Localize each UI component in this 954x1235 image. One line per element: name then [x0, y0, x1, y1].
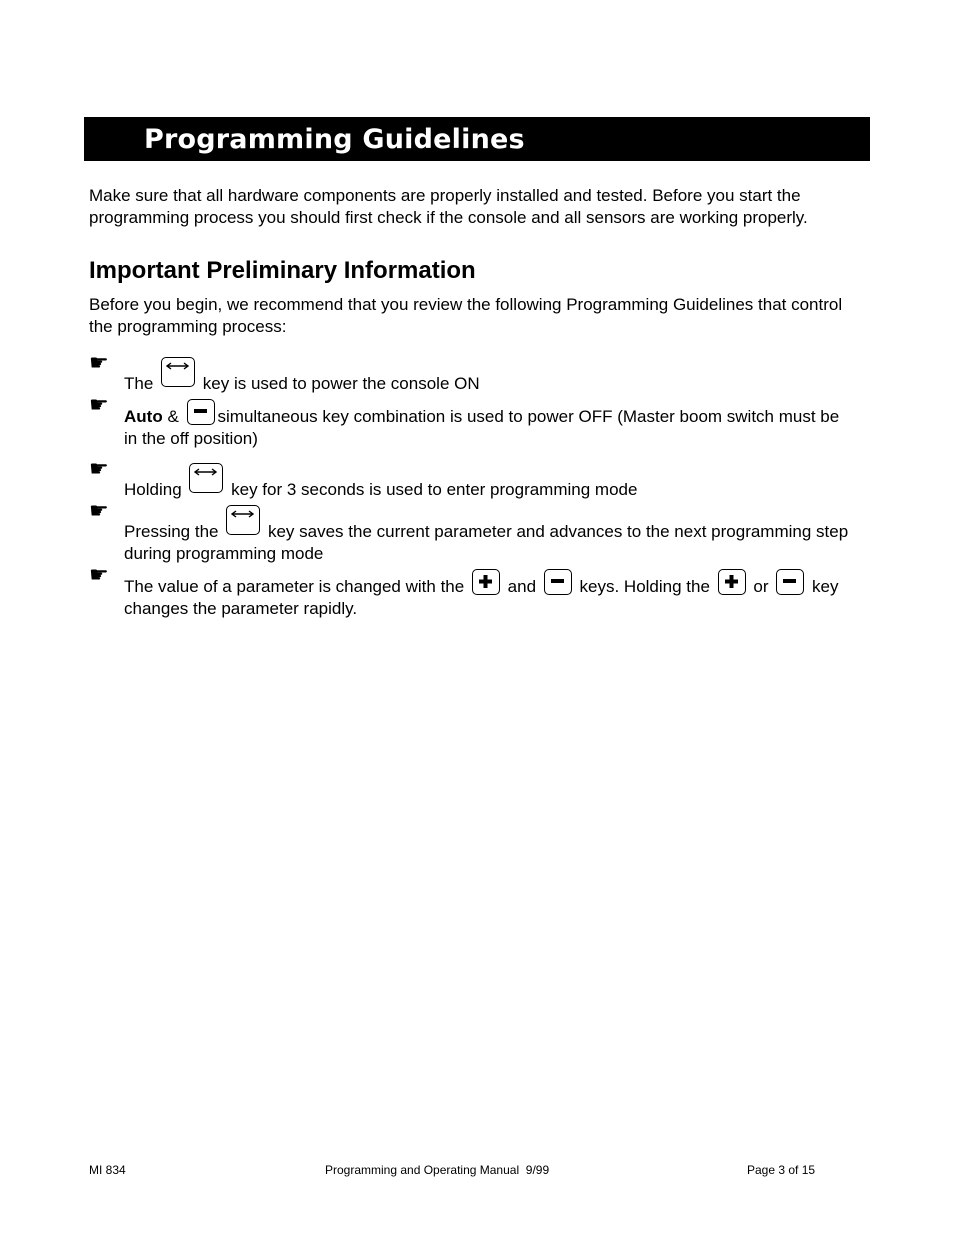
bullet-text: keys. Holding the: [579, 577, 710, 596]
enter-key-icon: [189, 463, 223, 493]
enter-key-icon: [226, 505, 260, 535]
bullet-text: Holding: [124, 480, 182, 499]
lead-paragraph: Before you begin, we recommend that you review the following Programming Guidelines that control the programming process:: [89, 295, 843, 336]
bullet-text: key changes the parameter rapidly.: [124, 577, 839, 618]
minus-key-icon: [187, 399, 215, 425]
footer-doc-id: MI 834: [89, 1163, 126, 1177]
bullet-text: key is used to power the console ON: [202, 374, 480, 393]
pointing-hand-icon: ☛: [89, 563, 109, 588]
intro-paragraph: Make sure that all hardware components are properly installed and tested. Before you start the programming process you should first check if the console and all sensors are working properly.: [89, 186, 808, 227]
page-title: Programming Guidelines: [144, 124, 525, 155]
plus-key-icon: [472, 569, 500, 595]
title-bar: [84, 117, 870, 161]
bullet-text: simultaneous key combination is used to power OFF (Master boom switch must be in the off position): [124, 407, 840, 448]
section-heading: Important Preliminary Information: [89, 257, 476, 284]
bullet-text: The value of a parameter is changed with the: [124, 577, 465, 596]
footer-manual-title: Programming and Operating Manual 9/99: [325, 1163, 550, 1177]
bullet-text: Pressing the: [124, 522, 219, 541]
pointing-hand-icon: ☛: [89, 499, 109, 524]
bullet-text: The: [124, 374, 154, 393]
plus-key-icon: [718, 569, 746, 595]
auto-key-label: Auto: [124, 407, 163, 426]
bullet-text: key for 3 seconds is used to enter programming mode: [231, 480, 638, 499]
minus-key-icon: [776, 569, 804, 595]
pointing-hand-icon: ☛: [89, 393, 109, 418]
footer-page-number: Page 3 of 15: [747, 1163, 816, 1177]
bullet-text: and: [507, 577, 537, 596]
bullet-text: or: [753, 577, 769, 596]
bullet-text: &: [162, 407, 179, 426]
enter-key-icon: [161, 357, 195, 387]
pointing-hand-icon: ☛: [89, 457, 109, 482]
pointing-hand-icon: ☛: [89, 351, 109, 376]
bullet-text: key saves the current parameter and advances to the next programming step during programming mode: [124, 522, 849, 563]
minus-key-icon: [544, 569, 572, 595]
